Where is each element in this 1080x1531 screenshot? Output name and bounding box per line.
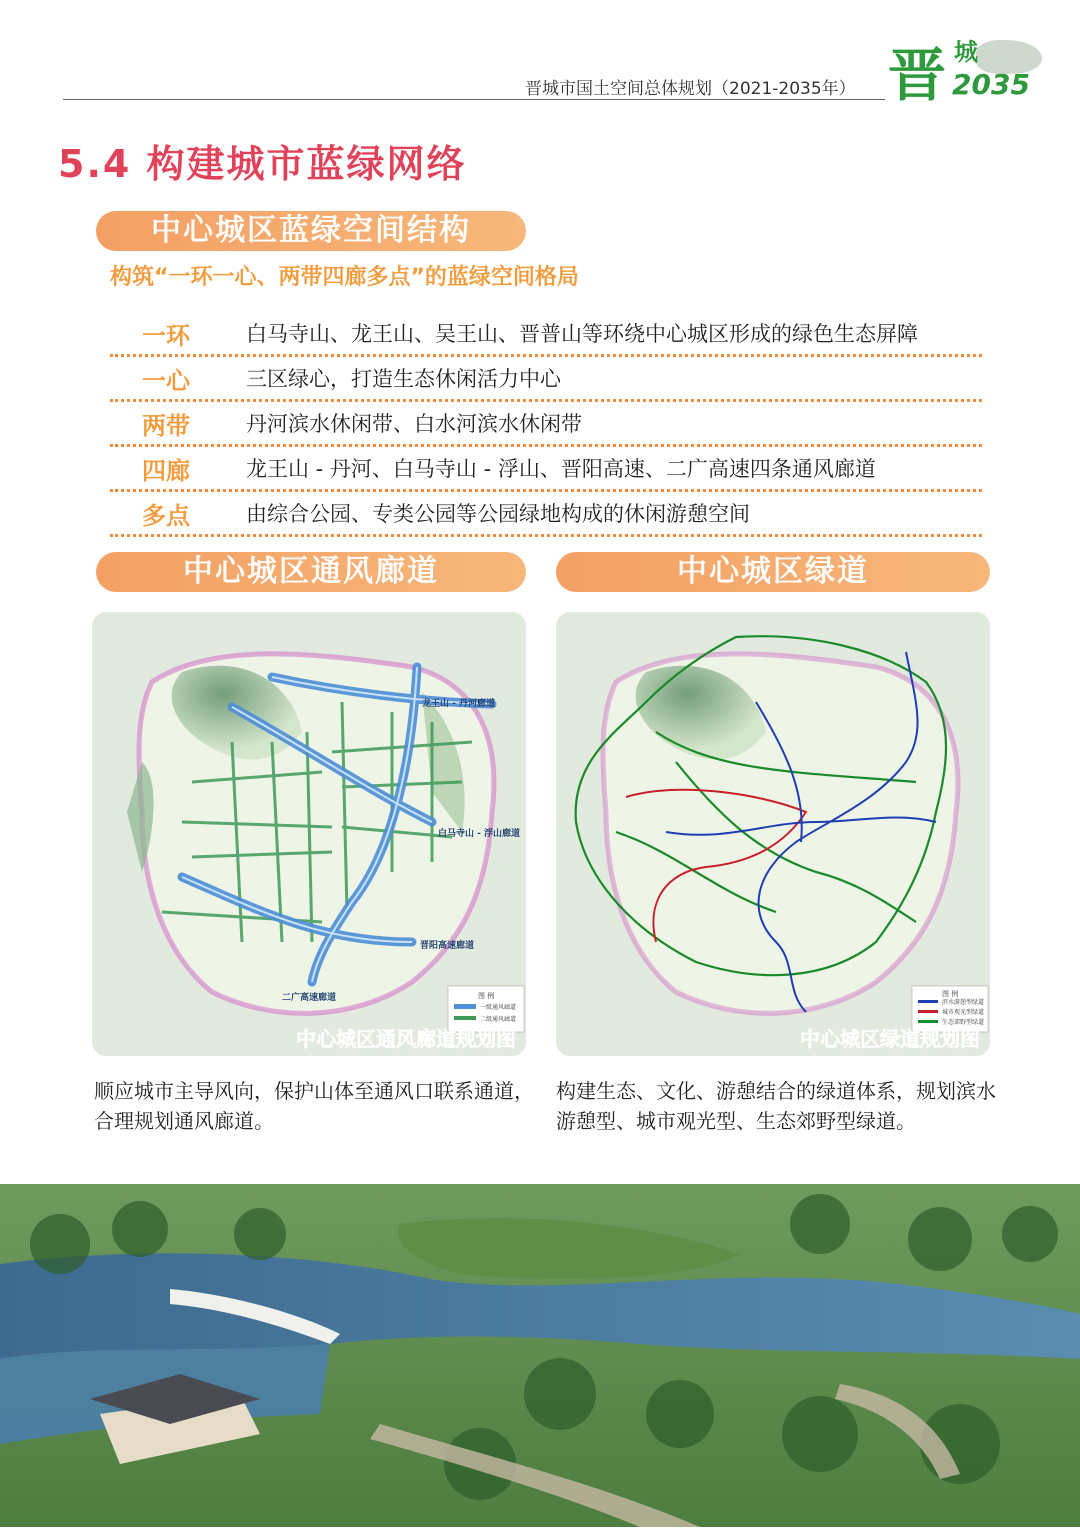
section-title: 5.4 构建城市蓝绿网络 — [58, 142, 467, 186]
structure-row — [110, 492, 982, 537]
legend-swatch-secondary — [454, 1016, 476, 1020]
logo-small-char: 城 — [954, 38, 978, 66]
row-key: 多点 — [142, 502, 190, 530]
row-key: 两带 — [142, 412, 190, 440]
logo-char: 晋 — [888, 41, 947, 109]
row-value: 白马寺山、龙王山、吴王山、晋普山等环绕中心城区形成的绿色生态屏障 — [246, 322, 918, 346]
header-divider — [63, 99, 885, 100]
structure-row — [110, 447, 982, 492]
row-value: 三区绿心，打造生态休闲活力中心 — [246, 367, 561, 391]
ventilation-legend-item-1: 一级通风廊道 — [480, 1004, 517, 1011]
ventilation-map-caption: 中心城区通风廊道规划图 — [296, 1027, 516, 1051]
row-value: 龙王山 - 丹河、白马寺山 - 浮山、晋阳高速、二广高速四条通风廊道 — [246, 457, 876, 481]
structure-row — [110, 357, 982, 402]
greenway-map — [556, 612, 990, 1056]
greenway-legend-item-3: 生态郊野型绿道 — [942, 1019, 985, 1026]
greenway-legend-title: 图 例 — [942, 990, 959, 998]
corridor-label-3: 晋阳高速廊道 — [420, 941, 475, 951]
structure-row — [110, 312, 982, 357]
ventilation-corridor-map — [92, 612, 526, 1056]
logo-year: 2035 — [952, 68, 1030, 101]
structure-subtitle: 构筑“一环一心、两带四廊多点”的蓝绿空间格局 — [110, 265, 579, 290]
jincheng-2035-logo — [884, 28, 1054, 108]
park-aerial-photo-graphic — [0, 1184, 1080, 1527]
park-aerial-photo — [0, 1184, 1080, 1527]
ventilation-pill: 中心城区通风廊道 — [96, 552, 526, 592]
row-key: 四廊 — [142, 457, 190, 485]
greenway-pill: 中心城区绿道 — [556, 552, 990, 592]
corridor-label-1: 龙王山 - 丹河廊道 — [422, 699, 496, 709]
greenway-description: 构建生态、文化、游憩结合的绿道体系，规划滨水游憩型、城市观光型、生态郊野型绿道。 — [556, 1079, 996, 1133]
greenway-legend-item-1: 滨水游憩型绿道 — [942, 999, 985, 1006]
legend-swatch-waterfront — [918, 1000, 938, 1003]
structure-pill: 中心城区蓝绿空间结构 — [96, 211, 526, 251]
structure-table — [110, 312, 982, 537]
row-key: 一心 — [142, 367, 190, 395]
greenway-map-graphic — [556, 612, 990, 1056]
structure-row — [110, 402, 982, 447]
ventilation-map-graphic — [92, 612, 526, 1056]
row-value: 由综合公园、专类公园等公园绿地构成的休闲游憩空间 — [246, 502, 750, 526]
legend-swatch-primary — [454, 1004, 476, 1009]
corridor-label-2: 白马寺山 - 浮山廊道 — [438, 829, 521, 839]
corridor-label-4: 二广高速廊道 — [282, 993, 337, 1003]
ventilation-legend-item-2: 二级通风廊道 — [480, 1016, 517, 1023]
row-key: 一环 — [142, 322, 190, 350]
document-header-title: 晋城市国土空间总体规划（2021-2035年） — [525, 79, 856, 99]
ventilation-legend-title: 图 例 — [478, 992, 495, 1000]
legend-swatch-urban — [918, 1010, 938, 1013]
greenway-map-caption: 中心城区绿道规划图 — [800, 1027, 980, 1051]
ventilation-description: 顺应城市主导风向，保护山体至通风口联系通道，合理规划通风廊道。 — [94, 1079, 534, 1133]
greenway-legend-item-2: 城市观光型绿道 — [942, 1009, 985, 1016]
row-value: 丹河滨水休闲带、白水河滨水休闲带 — [246, 412, 582, 436]
